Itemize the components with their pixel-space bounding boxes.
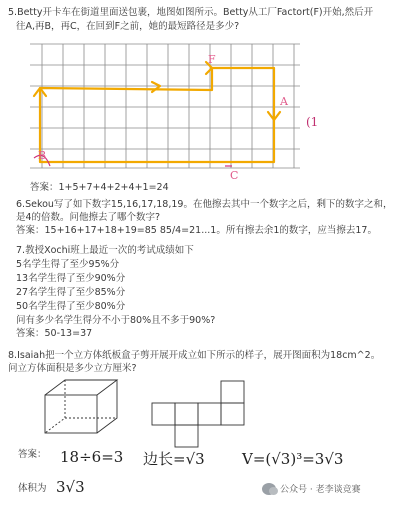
- q7-line-1: 5名学生得了至少95%分: [16, 259, 120, 270]
- q8-volume-value: 3√3: [56, 478, 85, 496]
- q5-answer: 答案：1+5+7+4+2+4+1=24: [30, 182, 169, 193]
- q7-line-4: 50名学生得了至少80%分: [16, 301, 126, 312]
- q8-hand-work-3: V=(√3)³=3√3: [242, 450, 344, 468]
- q8-answer-label: 答案：: [18, 449, 47, 460]
- q7-question: 7.教授Xochi班上最近一次的考试成绩如下: [16, 245, 194, 256]
- q6-answer: 答案：15+16+17+18+19=85 85/4=21...1。所有擦去余1的数字，应当擦去17。: [16, 225, 377, 236]
- q7-line-3: 27名学生得了至少85%分: [16, 287, 126, 298]
- q7-line-5: 问有多少名学生得分不小于80%且不多于90%?: [16, 315, 216, 326]
- q6-question: 6.Sekou写了如下数字15,16,17,18,19。在他擦去其中一个数字之后，剩下的数字之和，: [16, 199, 393, 210]
- map-label-b: B: [38, 149, 47, 162]
- q7-answer: 答案：50-13=37: [16, 328, 93, 339]
- map-label-a: A: [280, 95, 288, 108]
- cube-net-drawing: [152, 381, 244, 447]
- watermark: [262, 482, 361, 495]
- q7-line-2: 13名学生得了至少90%分: [16, 273, 126, 284]
- q8-volume-label: 体积为: [18, 483, 47, 494]
- cube-drawing: [45, 380, 117, 433]
- q5-question-line2: 往A,再B，再C，在回到F之前，她的最短路径是多少?: [16, 21, 240, 32]
- map-side-mark: (1: [306, 115, 319, 129]
- q5-question: 5.Betty开卡车在街道里面送包裹，地图如图所示。Betty从工厂Factort(F)开始,然后开: [8, 7, 374, 18]
- q8-hand-work-1: 18÷6=3: [60, 448, 124, 466]
- wechat-icon: [262, 483, 276, 495]
- q8-question-line2: 问立方体面积是多少立方厘米?: [8, 363, 137, 374]
- watermark-text: 公众号 · 老李谈竞赛: [280, 485, 361, 495]
- map-label-c: C: [230, 169, 239, 182]
- q8-question: 8.Isaiah把一个立方体纸板盒子剪开展开成立如下所示的样子，展开图面积为18cm^2。: [8, 350, 381, 361]
- map-label-f: F: [208, 53, 216, 66]
- q6-question-line2: 是4的倍数。问他擦去了哪个数字?: [16, 212, 161, 223]
- q8-hand-work-2: 边长=√3: [143, 450, 205, 468]
